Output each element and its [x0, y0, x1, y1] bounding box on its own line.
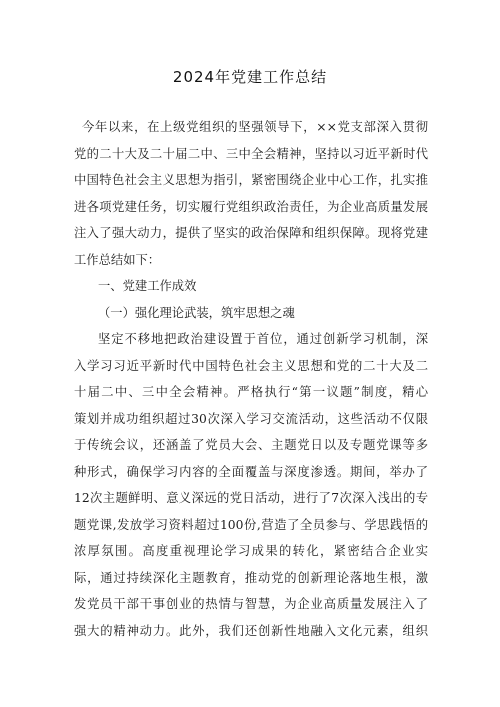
paragraph-line: 工作总结如下：: [74, 252, 161, 267]
paragraph-line: 12次主题鲜明、意义深远的党日活动，进行了7次深入浅出的专: [74, 491, 428, 505]
paragraph-line: 进各项党建任务，切实履行党组织政治责任，为企业高质量发展: [74, 199, 428, 214]
paragraph-line: 种形式，确保学习内容的全面覆盖与深度渗透。期间，举办了: [74, 464, 428, 479]
paragraph-line: 策划并成功组织超过30次深入学习交流活动，这些活动不仅限: [74, 411, 428, 426]
paragraph-line: 十届二中、三中全会精神。严格执行“第一议题”制度，精心: [74, 385, 428, 399]
paragraph-line: 强大的精神动力。此外，我们还创新性地融入文化元素，组织: [74, 623, 428, 638]
paragraph-line: 中国特色社会主义思想为指引，紧密围绕企业中心工作，扎实推: [74, 173, 428, 187]
paragraph-line: 浓厚氛围。高度重视理论学习成果的转化，紧密结合企业实: [74, 544, 428, 558]
paragraph-line: 题党课,发放学习资料超过100份,营造了全员参与、学思践悟的: [74, 517, 428, 532]
paragraph-line: 发党员干部干事创业的热情与智慧，为企业高质量发展注入了: [74, 597, 428, 611]
document-title: 2024年党建工作总结: [172, 68, 328, 86]
paragraph-line: 际，通过持续深化主题教育，推动党的创新理论落地生根，激: [74, 570, 428, 585]
paragraph-line: 今年以来，在上级党组织的坚强领导下，××党支部深入贯彻: [82, 120, 428, 134]
subsection-heading: （一）强化理论武装，筑牢思想之魂: [98, 305, 295, 320]
paragraph-line: 于传统会议，还涵盖了党员大会、主题党日以及专题党课等多: [74, 438, 428, 452]
paragraph-line: 入学习习近平新时代中国特色社会主义思想和党的二十大及二: [74, 358, 428, 373]
paragraph-line: 坚定不移地把政治建设置于首位，通过创新学习机制，深: [98, 332, 428, 346]
paragraph-line: 党的二十大及二十届二中、三中全会精神，坚持以习近平新时代: [74, 146, 428, 161]
section-heading: 一、党建工作成效: [98, 279, 197, 293]
document-body: [74, 114, 428, 644]
paragraph-line: 注入了强大动力，提供了坚实的政治保障和组织保障。现将党建: [74, 226, 428, 240]
